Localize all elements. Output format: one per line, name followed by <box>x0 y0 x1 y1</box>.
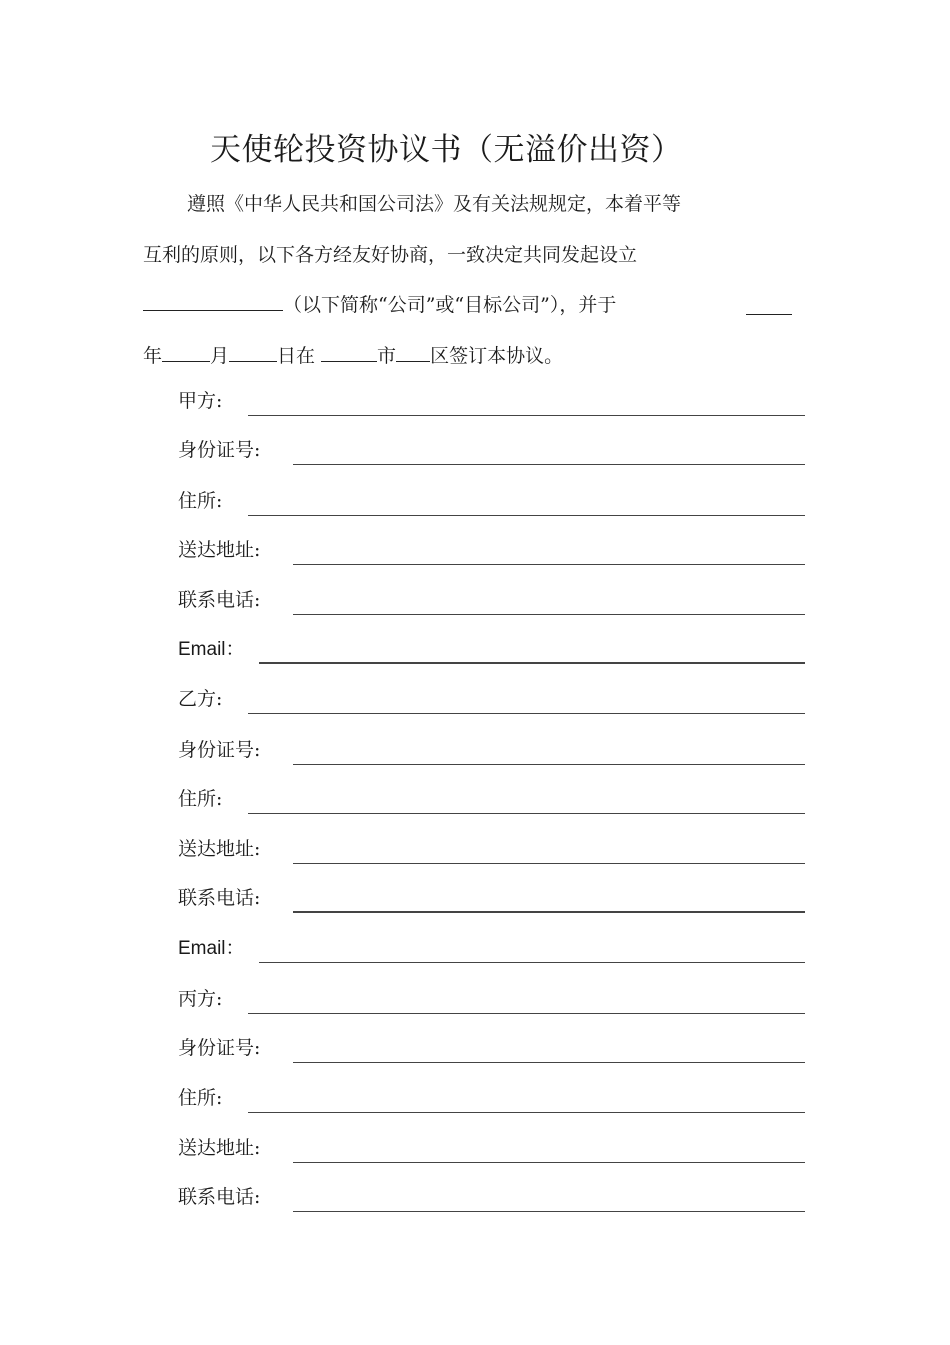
party-a-phone-row <box>178 585 805 615</box>
party-a-name-row <box>178 386 805 416</box>
party-a-id-field[interactable] <box>293 464 805 465</box>
party-b-email-label: Email： <box>178 938 245 959</box>
city-blank[interactable] <box>321 343 377 362</box>
party-c-delivery-field[interactable] <box>293 1162 805 1163</box>
party-a-email-label: Email： <box>178 639 245 660</box>
party-b-delivery-row <box>178 834 805 864</box>
party-a-delivery-row <box>178 535 805 565</box>
party-c-address-field[interactable] <box>248 1112 805 1113</box>
party-b-name-field[interactable] <box>248 713 805 714</box>
party-a-name-field[interactable] <box>248 415 805 416</box>
party-c-address-label: 住所: <box>178 1087 223 1109</box>
party-c-name-row <box>178 984 805 1014</box>
party-a-phone-field[interactable] <box>293 614 805 615</box>
intro-line-3-text: （以下简称“公司”或“目标公司”），并于 <box>283 294 617 316</box>
party-a-email-row <box>178 634 805 664</box>
party-b-delivery-label: 送达地址: <box>178 838 261 860</box>
party-b-address-field[interactable] <box>248 813 805 814</box>
party-c-address-row <box>178 1083 805 1113</box>
year-blank[interactable] <box>746 296 792 315</box>
party-c-phone-field[interactable] <box>293 1211 805 1212</box>
party-c-delivery-row <box>178 1133 805 1163</box>
party-a-delivery-label: 送达地址: <box>178 539 261 561</box>
document-title: 天使轮投资协议书（无溢价出资） <box>210 132 683 168</box>
party-b-delivery-field[interactable] <box>293 863 805 864</box>
party-b-address-label: 住所: <box>178 788 223 810</box>
party-c-phone-label: 联系电话: <box>178 1186 261 1208</box>
party-a-address-field[interactable] <box>248 515 805 516</box>
party-a-name-label: 甲方: <box>178 390 223 412</box>
party-b-address-row <box>178 784 805 814</box>
intro-line-1: 遵照《中华人民共和国公司法》及有关法规规定，本着平等 <box>187 193 682 215</box>
month-blank[interactable] <box>162 343 210 362</box>
intro-line-3 <box>143 290 616 317</box>
party-a-id-label: 身份证号: <box>178 439 261 461</box>
party-c-id-label: 身份证号: <box>178 1037 261 1059</box>
party-a-address-row <box>178 486 805 516</box>
district-label: 区签订本协议。 <box>430 345 564 367</box>
party-b-id-field[interactable] <box>293 764 805 765</box>
party-c-name-label: 丙方: <box>178 988 223 1010</box>
company-name-blank[interactable] <box>143 292 283 311</box>
party-a-address-label: 住所: <box>178 490 223 512</box>
party-a-id-row <box>178 435 805 465</box>
party-b-email-row <box>178 933 805 963</box>
party-b-name-label: 乙方: <box>178 688 223 710</box>
intro-line-4 <box>143 341 563 368</box>
party-b-phone-label: 联系电话: <box>178 887 261 909</box>
intro-line-2: 互利的原则，以下各方经友好协商，一致决定共同发起设立 <box>143 244 638 266</box>
party-c-delivery-label: 送达地址: <box>178 1137 261 1159</box>
year-label: 年 <box>143 345 163 367</box>
party-b-id-label: 身份证号: <box>178 739 261 761</box>
party-c-id-field[interactable] <box>293 1062 805 1063</box>
party-c-id-row <box>178 1033 805 1063</box>
party-c-name-field[interactable] <box>248 1013 805 1014</box>
party-a-phone-label: 联系电话: <box>178 589 261 611</box>
day-label: 日在 <box>277 345 316 367</box>
party-b-email-field[interactable] <box>259 962 805 963</box>
city-label: 市 <box>377 345 397 367</box>
party-b-phone-field[interactable] <box>293 911 805 913</box>
party-a-delivery-field[interactable] <box>293 564 805 565</box>
party-c-phone-row <box>178 1182 805 1212</box>
party-b-name-row <box>178 684 805 714</box>
party-b-phone-row <box>178 883 805 913</box>
party-b-id-row <box>178 735 805 765</box>
district-blank[interactable] <box>396 343 430 362</box>
party-a-email-field[interactable] <box>259 662 805 664</box>
day-blank[interactable] <box>229 343 277 362</box>
month-label: 月 <box>210 345 230 367</box>
